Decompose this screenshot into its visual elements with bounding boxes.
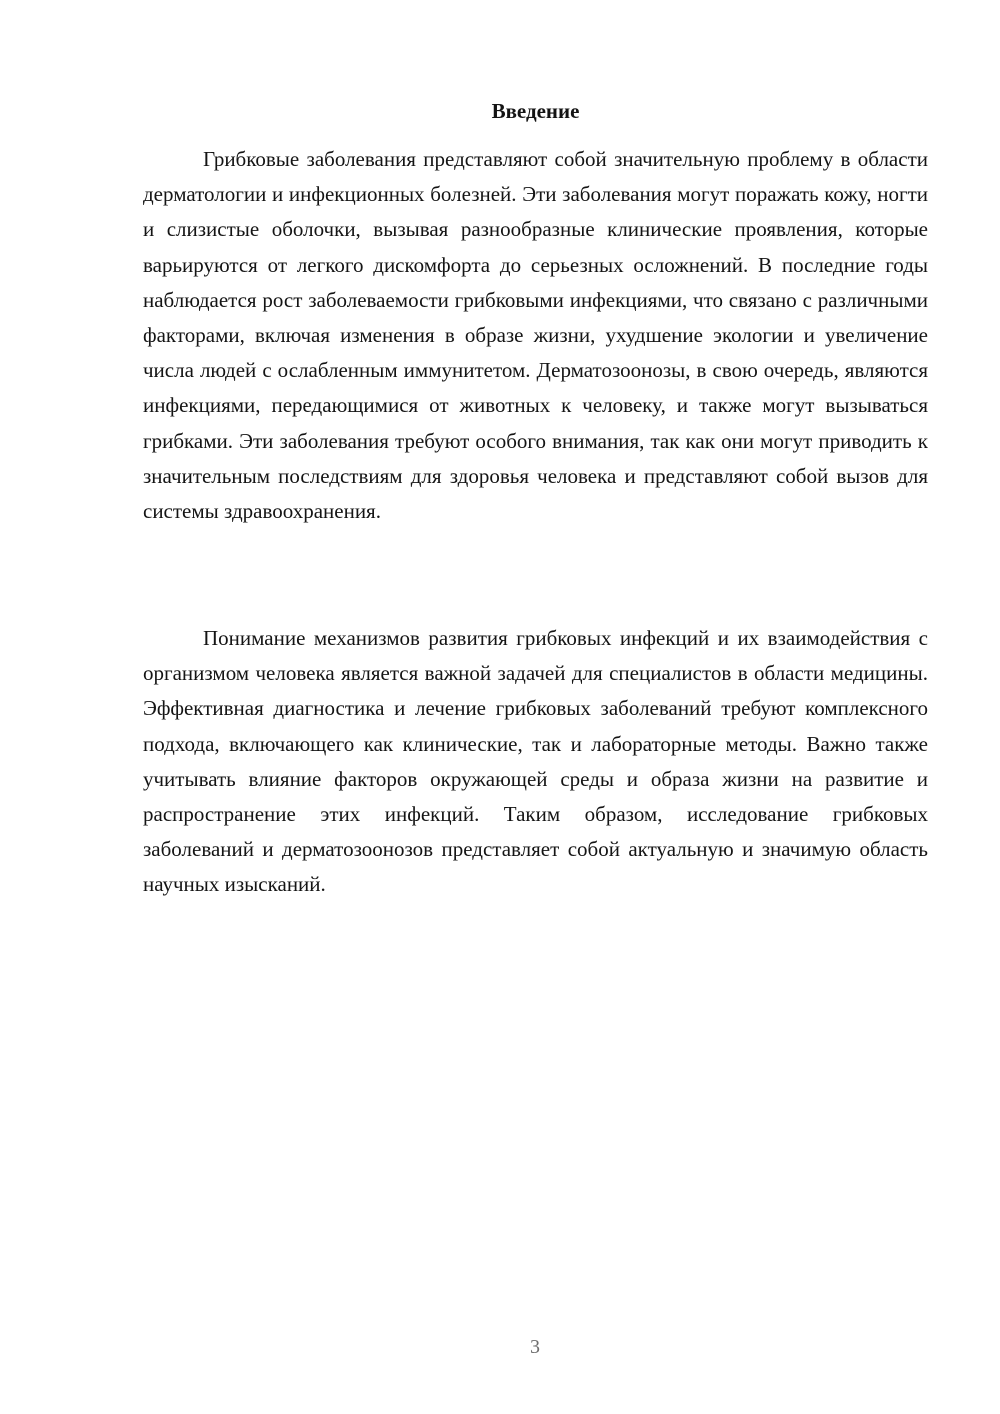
paragraph-intro: Грибковые заболевания представляют собой значительную проблему в области дерматологии и инфекционных болезней. Эти заболевания могут поражать кожу, ногти и слизистые оболочки, вызывая разнообразные клинические проявления, которые варьируются от легкого дискомфорта до серьезных осложнений. В последние годы наблюдается рост заболеваемости грибковыми инфекциями, что связано с различными факторами, включая изменения в образе жизни, ухудшение экологии и увеличение числа людей с ослабленным иммунитетом. Дерматозоонозы, в свою очередь, являются инфекциями, передающимися от животных к человеку, и также могут вызываться грибками. Эти заболевания требуют особого внимания, так как они могут приводить к значительным последствиям для здоровья человека и представляют собой вызов для системы здравоохранения. <box>143 147 928 524</box>
page-number: 3 <box>530 1336 540 1358</box>
paragraph-understanding: Понимание механизмов развития грибковых инфекций и их взаимодействия с организмом человека является важной задачей для специалистов в области медицины. Эффективная диагностика и лечение грибковых заболеваний требуют комплексного подхода, включающего как клинические, так и лабораторные методы. Важно также учитывать влияние факторов окружающей среды и образа жизни на развитие и распространение этих инфекций. Таким образом, исследование грибковых заболеваний и дерматозоонозов представляет собой актуальную и значимую область научных изысканий. <box>143 626 928 897</box>
section-heading: Введение <box>491 99 580 123</box>
